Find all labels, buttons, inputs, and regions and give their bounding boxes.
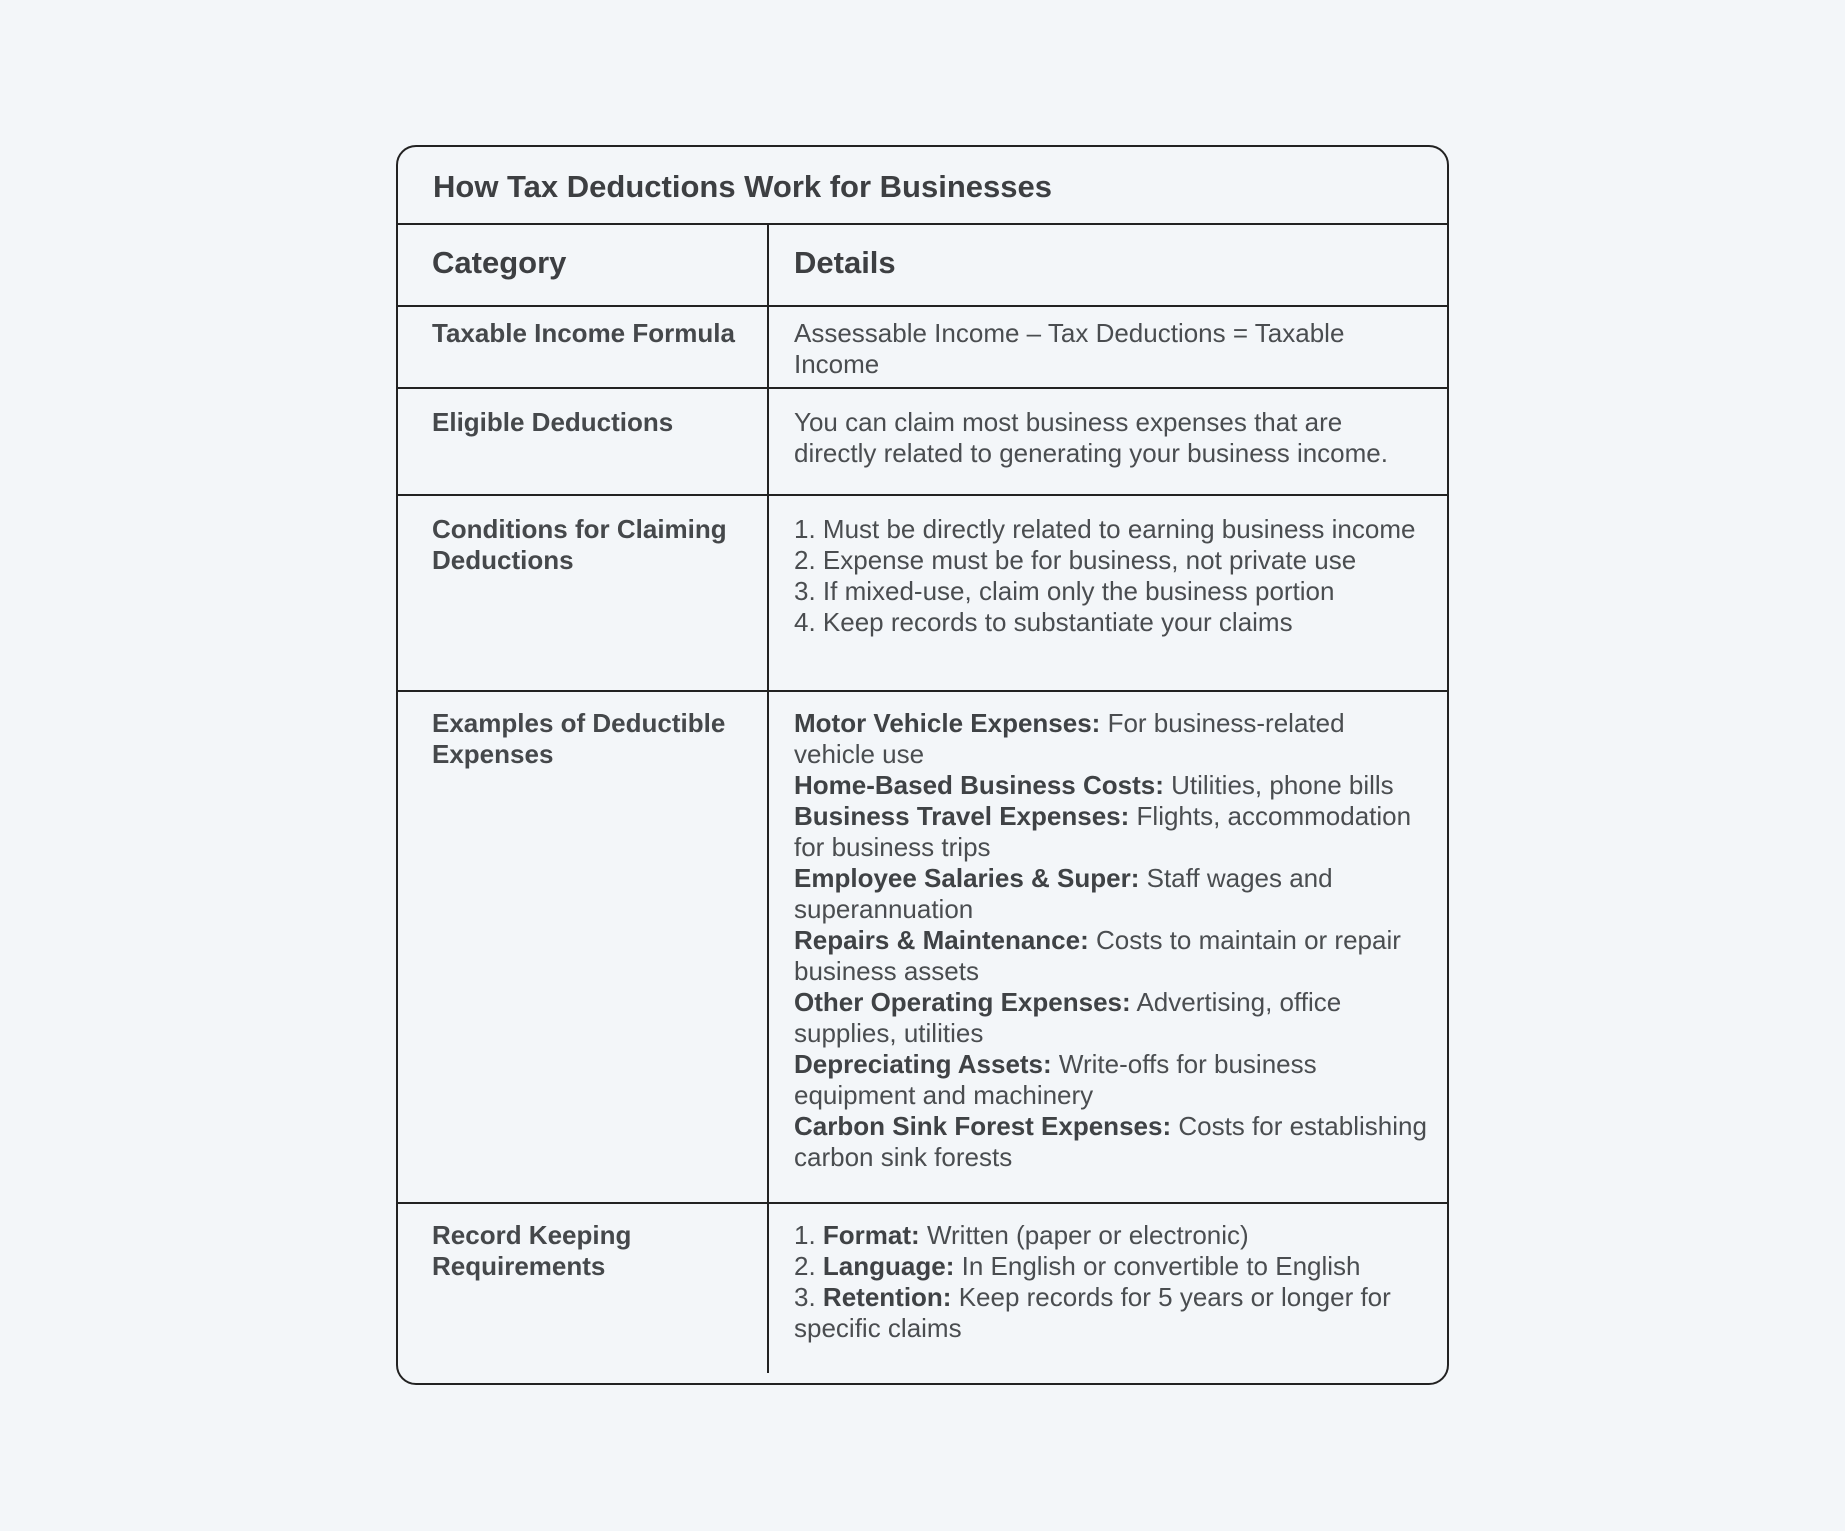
example-item bbox=[794, 987, 1429, 1049]
table-row bbox=[398, 388, 1447, 495]
header-details: Details bbox=[768, 225, 1447, 306]
record-label: Retention: bbox=[822, 1282, 952, 1312]
record-item bbox=[794, 1220, 1429, 1251]
table-row bbox=[398, 691, 1447, 1203]
row-category: Examples of Deductible Expenses bbox=[398, 691, 768, 1203]
record-text: Written (paper or electronic) bbox=[926, 1220, 1249, 1250]
condition-item: 3. If mixed-use, claim only the business portion bbox=[794, 576, 1335, 606]
row-details bbox=[768, 1203, 1447, 1373]
example-label: Business Travel Expenses: bbox=[794, 801, 1130, 831]
example-label: Employee Salaries & Super: bbox=[794, 863, 1140, 893]
row-details: Assessable Income – Tax Deductions = Taxable Income bbox=[768, 306, 1447, 388]
example-item bbox=[794, 801, 1429, 863]
example-label: Carbon Sink Forest Expenses: bbox=[794, 1111, 1172, 1141]
condition-item: 1. Must be directly related to earning business income bbox=[794, 514, 1416, 544]
example-text: Staff wages and superannuation bbox=[794, 863, 1333, 924]
record-item bbox=[794, 1282, 1429, 1344]
record-label: Format: bbox=[822, 1220, 920, 1250]
card-title: How Tax Deductions Work for Businesses bbox=[398, 147, 1447, 225]
record-label: Language: bbox=[822, 1251, 955, 1281]
table-row bbox=[398, 306, 1447, 388]
example-text: Costs to maintain or repair business assets bbox=[794, 925, 1401, 986]
example-text: For business-related vehicle use bbox=[794, 708, 1345, 769]
example-label: Home-Based Business Costs: bbox=[794, 770, 1164, 800]
example-text: Flights, accommodation for business trips bbox=[794, 801, 1412, 862]
example-text: Advertising, office supplies, utilities bbox=[794, 987, 1342, 1048]
record-text: In English or convertible to English bbox=[961, 1251, 1361, 1281]
row-details: You can claim most business expenses that are directly related to generating your business income. bbox=[768, 388, 1447, 495]
example-item bbox=[794, 1111, 1429, 1173]
example-item bbox=[794, 770, 1429, 801]
record-text: Keep records for 5 years or longer for specific claims bbox=[794, 1282, 1391, 1343]
example-item bbox=[794, 863, 1429, 925]
record-number: 3. bbox=[794, 1282, 816, 1312]
example-label: Repairs & Maintenance: bbox=[794, 925, 1089, 955]
row-category: Record Keeping Requirements bbox=[398, 1203, 768, 1373]
table-row bbox=[398, 495, 1447, 691]
row-details bbox=[768, 691, 1447, 1203]
row-category: Conditions for Claiming Deductions bbox=[398, 495, 768, 691]
condition-item: 4. Keep records to substantiate your claims bbox=[794, 607, 1293, 637]
record-item bbox=[794, 1251, 1429, 1282]
deductions-table bbox=[398, 225, 1447, 1373]
example-item bbox=[794, 708, 1429, 770]
example-text: Costs for establishing carbon sink forests bbox=[794, 1111, 1427, 1172]
example-label: Depreciating Assets: bbox=[794, 1049, 1052, 1079]
condition-item: 2. Expense must be for business, not private use bbox=[794, 545, 1357, 575]
table-row bbox=[398, 1203, 1447, 1373]
example-label: Motor Vehicle Expenses: bbox=[794, 708, 1101, 738]
example-item bbox=[794, 925, 1429, 987]
header-category: Category bbox=[398, 225, 768, 306]
row-category: Eligible Deductions bbox=[398, 388, 768, 495]
example-text: Utilities, phone bills bbox=[1171, 770, 1394, 800]
row-category: Taxable Income Formula bbox=[398, 306, 768, 388]
example-item bbox=[794, 1049, 1429, 1111]
example-text: Write-offs for business equipment and machinery bbox=[794, 1049, 1317, 1110]
row-details bbox=[768, 495, 1447, 691]
record-number: 2. bbox=[794, 1251, 816, 1281]
tax-deductions-card bbox=[396, 145, 1449, 1385]
table-header-row bbox=[398, 225, 1447, 306]
example-label: Other Operating Expenses: bbox=[794, 987, 1131, 1017]
record-number: 1. bbox=[794, 1220, 816, 1250]
